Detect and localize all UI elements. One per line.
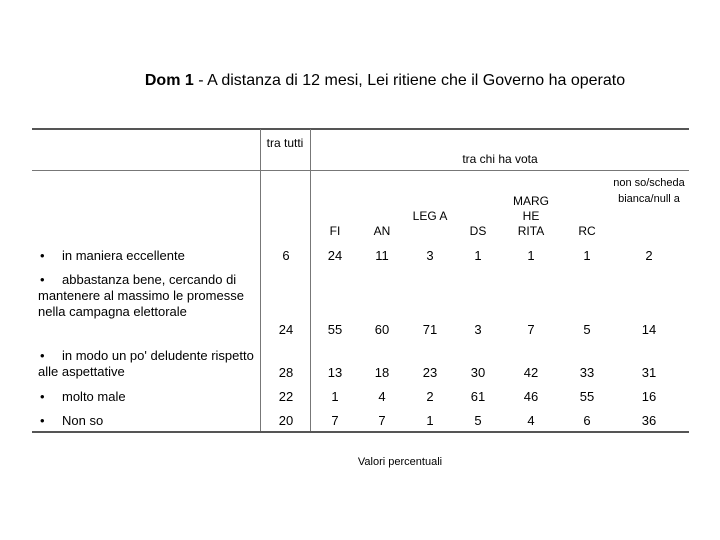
table-bottom-rule [32, 431, 689, 433]
row-label-abbastanza-bene: • abbastanza bene, cercando di mantenere al massimo le promesse nella campagna elettorale [38, 272, 244, 319]
cell-value: 1 [527, 248, 535, 263]
bullet-icon: • [40, 348, 45, 363]
cell-value: 33 [579, 365, 595, 380]
cell-value: 5 [474, 413, 482, 428]
footer-note: Valori percentuali [357, 456, 443, 468]
cell-value: 1 [426, 413, 434, 428]
cell-value: 2 [426, 389, 434, 404]
cell-value: 18 [374, 365, 390, 380]
header-divider [32, 170, 689, 171]
cell-value: 30 [470, 365, 486, 380]
cell-value: 11 [375, 248, 389, 263]
column-header-non-so: non so/scheda bianca/null a [613, 177, 685, 205]
cell-value: 23 [422, 365, 438, 380]
cell-value: 14 [641, 322, 657, 337]
cell-tra-tutti: 28 [278, 365, 294, 380]
cell-tra-tutti: 20 [278, 413, 294, 428]
cell-value: 1 [583, 248, 591, 263]
cell-value: 1 [331, 389, 339, 404]
column-divider-right [310, 129, 311, 431]
cell-value: 60 [374, 322, 390, 337]
header-tra-chi-ha-vota: tra chi ha vota [462, 152, 538, 166]
cell-value: 46 [523, 389, 539, 404]
cell-value: 3 [426, 248, 434, 263]
row-label-deludente: • in modo un po' deludente rispetto alle aspettative [38, 348, 254, 379]
column-header-lega: LEG A [412, 209, 448, 223]
cell-value: 3 [474, 322, 482, 337]
cell-value: 16 [641, 389, 657, 404]
table-title [120, 70, 650, 92]
cell-tra-tutti: 24 [278, 322, 294, 337]
bullet-icon: • [40, 389, 45, 404]
table-top-rule [32, 128, 689, 130]
cell-tra-tutti: 6 [282, 248, 290, 263]
cell-value: 4 [527, 413, 535, 428]
column-header-ds: DS [469, 224, 487, 238]
cell-value: 61 [470, 389, 486, 404]
bullet-icon: • [40, 272, 45, 287]
column-divider-left [260, 129, 261, 431]
title-bold: Dom 1 [144, 72, 194, 89]
cell-value: 13 [327, 365, 343, 380]
cell-value: 1 [474, 248, 482, 263]
cell-value: 7 [331, 413, 339, 428]
cell-value: 36 [641, 413, 657, 428]
cell-value: 55 [579, 389, 595, 404]
title-text: - A distanza di 12 mesi, Lei ritiene che il Governo ha operato [193, 72, 626, 89]
cell-value: 4 [378, 389, 386, 404]
column-header-an: AN [373, 224, 391, 238]
row-label-non-so: • Non so [40, 413, 104, 428]
cell-value: 71 [422, 322, 438, 337]
cell-value: 5 [583, 322, 591, 337]
column-header-fi: FI [329, 224, 341, 238]
cell-value: 31 [641, 365, 657, 380]
bullet-icon: • [40, 413, 45, 428]
cell-value: 24 [327, 248, 343, 263]
cell-value: 42 [523, 365, 539, 380]
cell-value: 7 [527, 322, 535, 337]
bullet-icon: • [40, 248, 45, 263]
column-header-rc: RC [578, 224, 596, 238]
cell-value: 55 [327, 322, 343, 337]
cell-value: 2 [645, 248, 653, 263]
cell-value: 7 [378, 413, 386, 428]
row-label-molto-male: • molto male [40, 389, 126, 404]
cell-value: 6 [583, 413, 591, 428]
row-label-eccellente: • in maniera eccellente [40, 248, 185, 263]
cell-tra-tutti: 22 [278, 389, 294, 404]
header-tra-tutti: tra tutti [266, 136, 304, 150]
column-header-margherita: MARG HE RITA [513, 194, 549, 238]
